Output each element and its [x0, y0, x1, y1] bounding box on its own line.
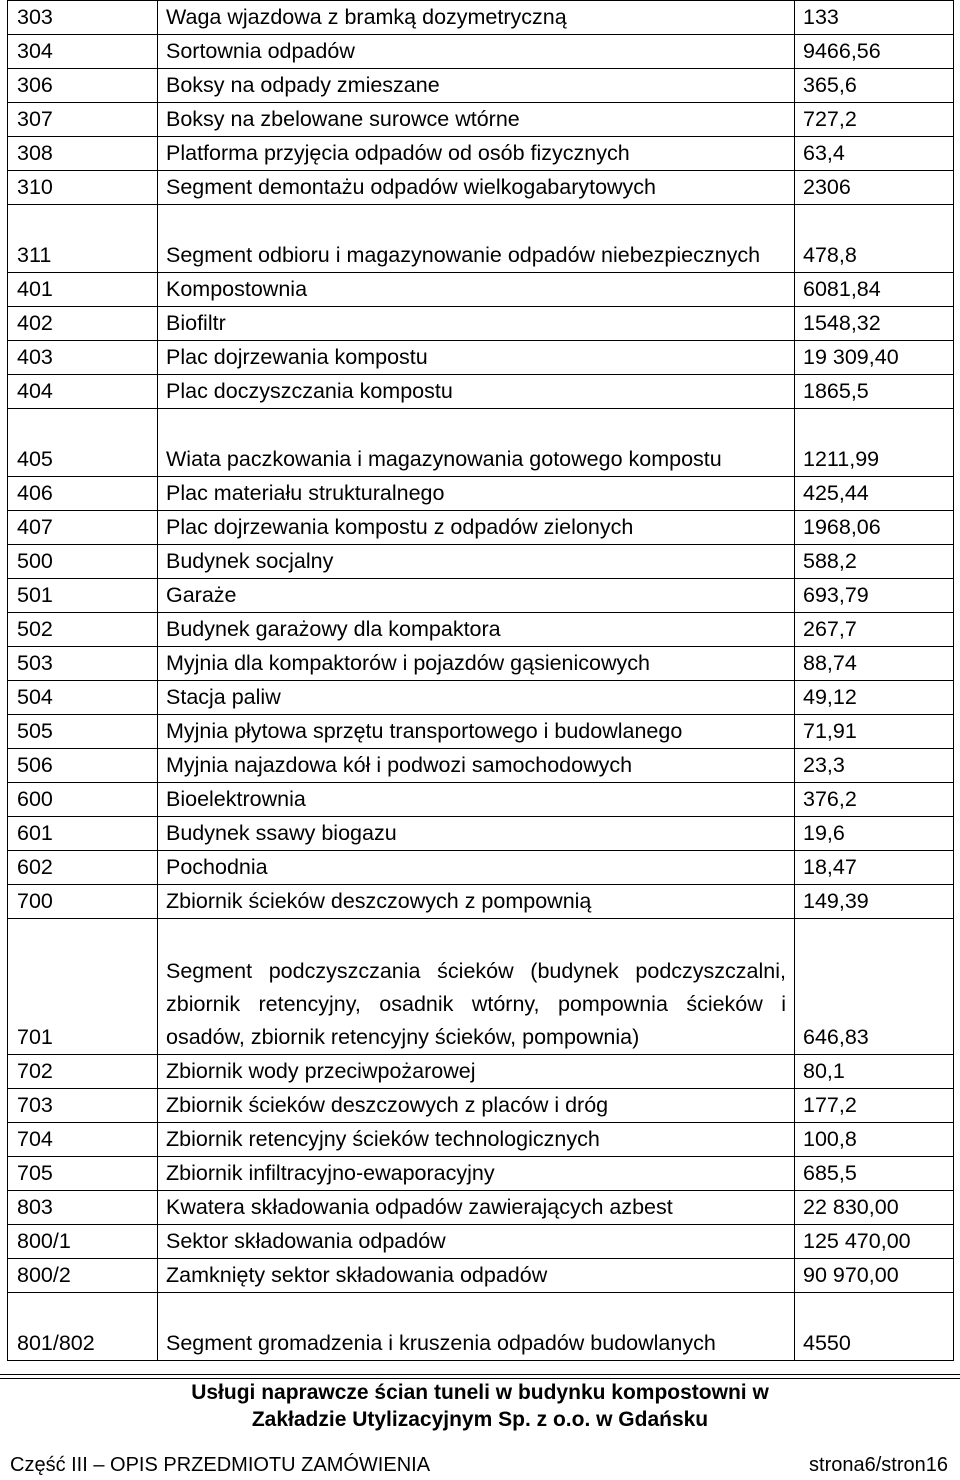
table-row — [8, 69, 954, 103]
object-name-cell: Myjnia dla kompaktorów i pojazdów gąsienicowych — [158, 647, 795, 681]
table-row — [8, 341, 954, 375]
object-number-cell: 704 — [8, 1123, 158, 1157]
object-number-cell: 701 — [8, 919, 158, 1055]
table-row — [8, 1259, 954, 1293]
object-area-cell: 425,44 — [795, 477, 954, 511]
object-name-cell: Zamknięty sektor składowania odpadów — [158, 1259, 795, 1293]
table-row — [8, 273, 954, 307]
table-row — [8, 885, 954, 919]
object-name-cell: Sortownia odpadów — [158, 35, 795, 69]
object-number-cell: 702 — [8, 1055, 158, 1089]
table-row — [8, 171, 954, 205]
objects-table — [7, 0, 954, 1361]
object-area-cell: 478,8 — [795, 205, 954, 273]
table-row — [8, 137, 954, 171]
object-area-cell: 1968,06 — [795, 511, 954, 545]
object-area-cell: 177,2 — [795, 1089, 954, 1123]
object-area-cell: 133 — [795, 1, 954, 35]
object-area-cell: 100,8 — [795, 1123, 954, 1157]
table-row — [8, 103, 954, 137]
object-number-cell: 500 — [8, 545, 158, 579]
object-number-cell: 304 — [8, 35, 158, 69]
object-name-cell: Kwatera składowania odpadów zawierających azbest — [158, 1191, 795, 1225]
object-number-cell: 303 — [8, 1, 158, 35]
object-area-cell: 727,2 — [795, 103, 954, 137]
footer-page-number: strona6/stron16 — [809, 1454, 948, 1476]
object-name-cell: Pochodnia — [158, 851, 795, 885]
object-area-cell: 23,3 — [795, 749, 954, 783]
object-area-cell: 588,2 — [795, 545, 954, 579]
object-number-cell: 407 — [8, 511, 158, 545]
object-area-cell: 71,91 — [795, 715, 954, 749]
object-number-cell: 504 — [8, 681, 158, 715]
footer-title-line-2: Zakładzie Utylizacyjnym Sp. z o.o. w Gdańsku — [251, 1408, 709, 1431]
object-area-cell: 376,2 — [795, 783, 954, 817]
object-name-cell: Plac dojrzewania kompostu — [158, 341, 795, 375]
object-area-cell: 49,12 — [795, 681, 954, 715]
object-number-cell: 803 — [8, 1191, 158, 1225]
object-area-cell: 365,6 — [795, 69, 954, 103]
table-row — [8, 783, 954, 817]
object-number-cell: 406 — [8, 477, 158, 511]
object-name-cell: Waga wjazdowa z bramką dozymetryczną — [158, 1, 795, 35]
table-row — [8, 1191, 954, 1225]
table-row — [8, 1089, 954, 1123]
object-number-cell: 306 — [8, 69, 158, 103]
object-number-cell: 703 — [8, 1089, 158, 1123]
object-name-cell: Budynek socjalny — [158, 545, 795, 579]
object-area-cell: 1548,32 — [795, 307, 954, 341]
table-row — [8, 1, 954, 35]
object-area-cell: 1865,5 — [795, 375, 954, 409]
object-name-cell: Biofiltr — [158, 307, 795, 341]
table-row — [8, 919, 954, 1055]
object-number-cell: 501 — [8, 579, 158, 613]
object-name-cell: Kompostownia — [158, 273, 795, 307]
object-number-cell: 800/2 — [8, 1259, 158, 1293]
object-number-cell: 800/1 — [8, 1225, 158, 1259]
table-row — [8, 1055, 954, 1089]
footer-title — [0, 1379, 960, 1433]
object-name-cell: Boksy na zbelowane surowce wtórne — [158, 103, 795, 137]
object-area-cell: 125 470,00 — [795, 1225, 954, 1259]
footer-title-line-1: Usługi naprawcze ścian tuneli w budynku kompostowni w — [191, 1381, 769, 1404]
object-name-cell: Wiata paczkowania i magazynowania gotowego kompostu — [158, 409, 795, 477]
table-row — [8, 477, 954, 511]
object-name-cell: Sektor składowania odpadów — [158, 1225, 795, 1259]
object-name-cell: Zbiornik infiltracyjno-ewaporacyjny — [158, 1157, 795, 1191]
object-number-cell: 601 — [8, 817, 158, 851]
object-number-cell: 700 — [8, 885, 158, 919]
object-name-cell: Segment demontażu odpadów wielkogabarytowych — [158, 171, 795, 205]
object-area-cell: 19,6 — [795, 817, 954, 851]
object-number-cell: 503 — [8, 647, 158, 681]
table-row — [8, 1157, 954, 1191]
object-area-cell: 90 970,00 — [795, 1259, 954, 1293]
table-row — [8, 851, 954, 885]
table-row — [8, 307, 954, 341]
table-row — [8, 681, 954, 715]
object-area-cell: 646,83 — [795, 919, 954, 1055]
object-name-cell: Garaże — [158, 579, 795, 613]
object-number-cell: 308 — [8, 137, 158, 171]
object-name-cell: Budynek ssawy biogazu — [158, 817, 795, 851]
object-name-cell: Plac materiału strukturalnego — [158, 477, 795, 511]
table-row — [8, 715, 954, 749]
table-row — [8, 511, 954, 545]
object-name-cell: Myjnia płytowa sprzętu transportowego i budowlanego — [158, 715, 795, 749]
object-name-cell: Segment gromadzenia i kruszenia odpadów budowlanych — [158, 1293, 795, 1361]
table-row — [8, 409, 954, 477]
object-area-cell: 267,7 — [795, 613, 954, 647]
footer-part-label: Część III – OPIS PRZEDMIOTU ZAMÓWIENIA — [10, 1454, 431, 1476]
object-number-cell: 705 — [8, 1157, 158, 1191]
object-area-cell: 19 309,40 — [795, 341, 954, 375]
table-row — [8, 613, 954, 647]
object-number-cell: 307 — [8, 103, 158, 137]
object-area-cell: 80,1 — [795, 1055, 954, 1089]
object-name-cell: Boksy na odpady zmieszane — [158, 69, 795, 103]
object-number-cell: 502 — [8, 613, 158, 647]
object-area-cell: 63,4 — [795, 137, 954, 171]
object-area-cell: 149,39 — [795, 885, 954, 919]
object-name-cell: Zbiornik retencyjny ścieków technologicznych — [158, 1123, 795, 1157]
object-name-cell: Myjnia najazdowa kół i podwozi samochodowych — [158, 749, 795, 783]
object-number-cell: 401 — [8, 273, 158, 307]
object-number-cell: 403 — [8, 341, 158, 375]
object-area-cell: 693,79 — [795, 579, 954, 613]
object-area-cell: 1211,99 — [795, 409, 954, 477]
table-row — [8, 545, 954, 579]
object-name-cell: Stacja paliw — [158, 681, 795, 715]
object-name-cell: Bioelektrownia — [158, 783, 795, 817]
object-name-cell: Platforma przyjęcia odpadów od osób fizycznych — [158, 137, 795, 171]
table-row — [8, 817, 954, 851]
table-row — [8, 205, 954, 273]
object-number-cell: 402 — [8, 307, 158, 341]
object-name-cell: Zbiornik ścieków deszczowych z pompownią — [158, 885, 795, 919]
object-number-cell: 801/802 — [8, 1293, 158, 1361]
object-area-cell: 2306 — [795, 171, 954, 205]
object-name-cell: Budynek garażowy dla kompaktora — [158, 613, 795, 647]
object-number-cell: 506 — [8, 749, 158, 783]
object-name-cell: Zbiornik wody przeciwpożarowej — [158, 1055, 795, 1089]
object-area-cell: 88,74 — [795, 647, 954, 681]
object-number-cell: 404 — [8, 375, 158, 409]
object-number-cell: 405 — [8, 409, 158, 477]
object-name-cell: Plac doczyszczania kompostu — [158, 375, 795, 409]
table-row — [8, 579, 954, 613]
table-row — [8, 1123, 954, 1157]
table-body — [8, 1, 954, 1361]
table-row — [8, 647, 954, 681]
object-number-cell: 600 — [8, 783, 158, 817]
footer-rule — [0, 1374, 960, 1375]
object-area-cell: 9466,56 — [795, 35, 954, 69]
table-row — [8, 35, 954, 69]
object-area-cell: 6081,84 — [795, 273, 954, 307]
object-area-cell: 4550 — [795, 1293, 954, 1361]
object-number-cell: 310 — [8, 171, 158, 205]
object-number-cell: 505 — [8, 715, 158, 749]
object-name-cell: Zbiornik ścieków deszczowych z placów i dróg — [158, 1089, 795, 1123]
object-number-cell: 602 — [8, 851, 158, 885]
table-row — [8, 1293, 954, 1361]
object-name-cell: Plac dojrzewania kompostu z odpadów zielonych — [158, 511, 795, 545]
object-area-cell: 685,5 — [795, 1157, 954, 1191]
table-row — [8, 375, 954, 409]
table-row — [8, 1225, 954, 1259]
object-area-cell: 22 830,00 — [795, 1191, 954, 1225]
object-name-cell: Segment odbioru i magazynowanie odpadów niebezpiecznych — [158, 205, 795, 273]
object-area-cell: 18,47 — [795, 851, 954, 885]
object-name-cell: Segment podczyszczania ścieków (budynek podczyszczalni, zbiornik retencyjny, osadnik wtórny, pompownia ścieków i osadów, zbiornik retencyjny ścieków, pompownia) — [158, 919, 795, 1055]
object-number-cell: 311 — [8, 205, 158, 273]
table-row — [8, 749, 954, 783]
